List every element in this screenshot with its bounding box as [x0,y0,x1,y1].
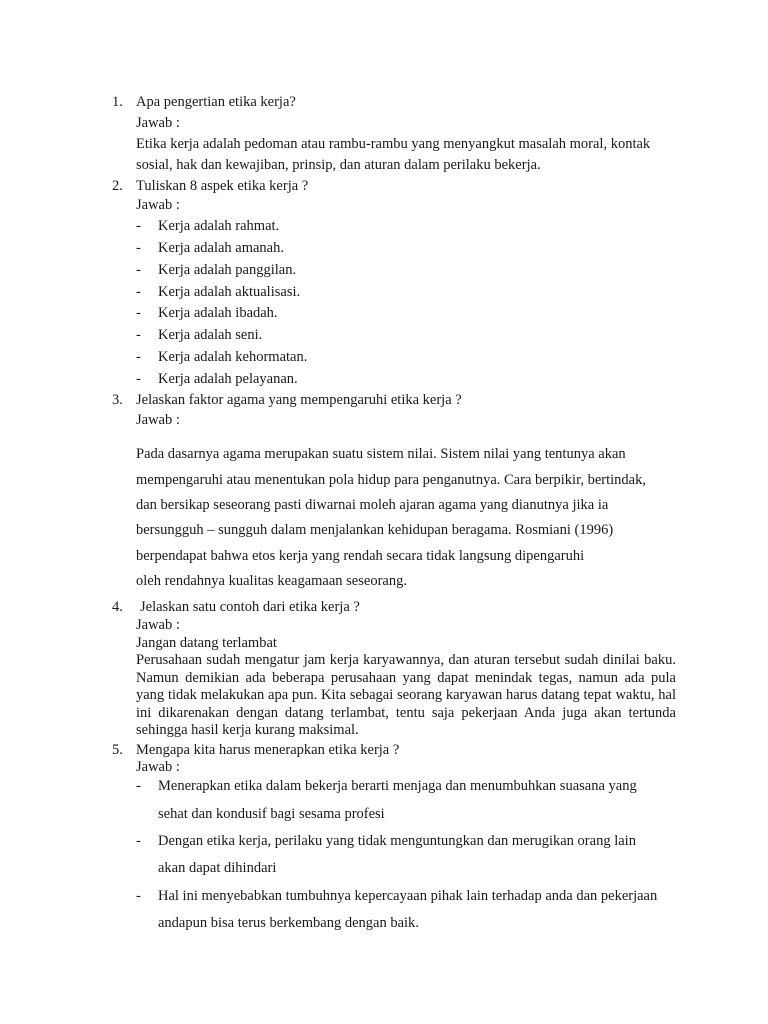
list-bullet: - [136,284,141,300]
list-bullet: - [136,778,141,794]
q5-question: Mengapa kita harus menerapkan etika kerja ? [136,742,400,758]
q4-answer-label: Jawab : [136,617,180,633]
q4-subheading: Jangan datang terlambat [136,635,277,651]
q3-answer-line: berpendapat bahwa etos kerja yang rendah secara tidak langsung dipengaruhi [136,548,585,564]
list-item: Kerja adalah ibadah. [158,305,278,321]
q4-paragraph: Perusahaan sudah mengatur jam kerja karyawannya, dan aturan tersebut sudah dinilai baku. Namun demikian ada beberapa perusahaan yang dapat menindak tegas, namun ada pula yang tidak melakukan apa pun. Kita sebagai seorang karyawan harus datang tepat waktu, hal ini dikarenakan dengan datang terlambat, tentu saja pekerjaan Anda juga akan tertunda sehingga hasil kerja kurang maksimal. [136,652,676,739]
q3-answer-label: Jawab : [136,412,180,428]
list-item: Kerja adalah kehormatan. [158,349,308,365]
list-item: Kerja adalah pelayanan. [158,371,298,387]
list-bullet: - [136,349,141,365]
list-item-line: andapun bisa terus berkembang dengan baik. [158,915,419,931]
q4-question: Jelaskan satu contoh dari etika kerja ? [140,599,360,615]
list-item: Kerja adalah panggilan. [158,262,297,278]
q1-question: Apa pengertian etika kerja? [136,94,296,110]
list-item-line: Dengan etika kerja, perilaku yang tidak menguntungkan dan merugikan orang lain [158,833,636,849]
q3-answer-line: dan bersikap seseorang pasti diwarnai moleh ajaran agama yang dianutnya jika ia [136,497,609,513]
list-bullet: - [136,833,141,849]
list-bullet: - [136,218,141,234]
q3-answer-line: Pada dasarnya agama merupakan suatu sistem nilai. Sistem nilai yang tentunya akan [136,446,626,462]
q1-answer-label: Jawab : [136,115,180,131]
list-item-line: Hal ini menyebabkan tumbuhnya kepercayaan pihak lain terhadap anda dan pekerjaan [158,888,658,904]
q2-answer-label: Jawab : [136,197,180,213]
q3-answer-line: bersungguh – sungguh dalam menjalankan kehidupan beragama. Rosmiani (1996) [136,522,614,538]
list-bullet: - [136,262,141,278]
list-bullet: - [136,371,141,387]
list-item-line: sehat dan kondusif bagi sesama profesi [158,806,385,822]
q3-answer-line: mempengaruhi atau menentukan pola hidup para penganutnya. Cara berpikir, bertindak, [136,472,646,488]
q1-number: 1. [112,94,123,110]
list-item-line: Menerapkan etika dalam bekerja berarti menjaga dan menumbuhkan suasana yang [158,778,637,794]
list-bullet: - [136,327,141,343]
q2-question: Tuliskan 8 aspek etika kerja ? [136,178,309,194]
q5-number: 5. [112,742,123,758]
list-item: Kerja adalah aktualisasi. [158,284,301,300]
list-bullet: - [136,240,141,256]
list-item: Kerja adalah seni. [158,327,263,343]
q4-number: 4. [112,599,123,615]
q5-answer-label: Jawab : [136,759,180,775]
q2-number: 2. [112,178,123,194]
q1-answer-line: Etika kerja adalah pedoman atau rambu-rambu yang menyangkut masalah moral, kontak [136,136,651,152]
q3-question: Jelaskan faktor agama yang mempengaruhi etika kerja ? [136,392,462,408]
list-bullet: - [136,305,141,321]
q3-number: 3. [112,392,123,408]
q1-answer-line: sosial, hak dan kewajiban, prinsip, dan aturan dalam perilaku bekerja. [136,157,541,173]
list-item: Kerja adalah rahmat. [158,218,280,234]
list-bullet: - [136,888,141,904]
q3-answer-line: oleh rendahnya kualitas keagamaan seseorang. [136,573,407,589]
list-item-line: akan dapat dihindari [158,860,277,876]
list-item: Kerja adalah amanah. [158,240,284,256]
